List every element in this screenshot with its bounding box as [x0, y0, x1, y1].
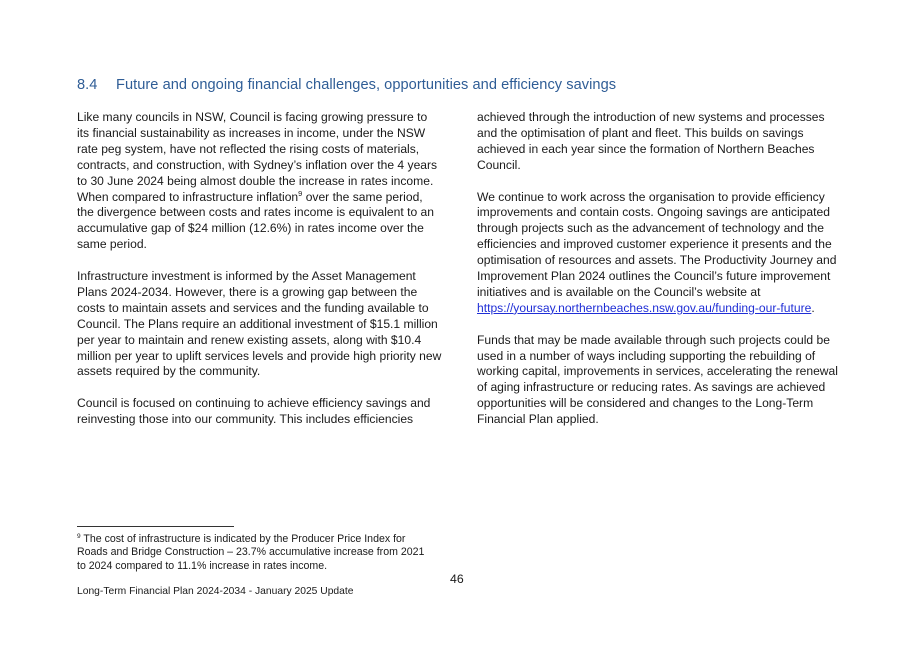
text-fragment: When compared to infrastructure inflation — [77, 189, 299, 204]
text-line: to 30 June 2024 being almost double the increase in rates income. — [77, 173, 434, 188]
text-line: through projects such as the advancement of technology and the — [477, 221, 824, 236]
text-line: of aging infrastructure or reducing rates. As savings are achieved — [477, 380, 826, 395]
text-line: efficiencies and improved customer experience it presents and the — [477, 237, 832, 252]
text-line: Financial Plan applied. — [477, 412, 599, 427]
paragraph-efficiencies-achieved — [477, 110, 853, 174]
text-fragment: The cost of infrastructure is indicated by the Producer Price Index for — [80, 533, 406, 545]
section-title: Future and ongoing financial challenges, opportunities and efficiency savings — [116, 77, 617, 93]
section-number: 8.4 — [77, 77, 98, 93]
paragraph-efficiency-savings — [77, 396, 449, 428]
text-line — [77, 533, 424, 546]
text-fragment: over the same period, — [302, 189, 423, 204]
text-line — [477, 301, 853, 317]
text-line: Roads and Bridge Construction – 23.7% accumulative increase from 2021 — [77, 546, 425, 559]
text-line: million per year to uplift services levels and provide high priority new — [77, 348, 442, 363]
text-line: Like many councils in NSW, Council is facing growing pressure to — [77, 110, 428, 124]
text-line: the divergence between costs and rates income is equivalent to an — [77, 205, 434, 220]
text-line: Council. The Plans require an additional investment of $15.1 million — [77, 316, 438, 331]
text-line: costs to maintain assets and services and the funding available to — [77, 300, 429, 315]
text-line: rate peg system, have not reflected the rising costs of materials, — [77, 141, 420, 156]
text-line: We continue to work across the organisation to provide efficiency — [477, 189, 825, 204]
text-line: optimisation of resources and assets. The Productivity Journey and — [477, 253, 837, 268]
text-line: initiatives and is available on the Council’s website at — [477, 284, 761, 299]
left-column — [77, 110, 449, 444]
text-line: Improvement Plan 2024 outlines the Council’s future improvement — [477, 269, 831, 284]
text-line: Council is focused on continuing to achieve efficiency savings and — [77, 396, 431, 411]
footnote — [77, 533, 424, 573]
text-line: its financial sustainability as increases in income, under the NSW — [77, 125, 426, 140]
paragraph-infrastructure-investment — [77, 269, 449, 380]
paragraph-financial-pressure — [77, 110, 449, 253]
text-line: accumulative gap of $24 million (12.6%) in rates income over the — [77, 221, 424, 236]
section-heading — [77, 77, 616, 93]
text-line: working capital, improvements in services, accelerating the renewal — [477, 364, 838, 379]
text-line: Funds that may be made available through such projects could be — [477, 332, 830, 347]
text-line: contracts, and construction, with Sydney’s inflation over the 4 years — [77, 157, 438, 172]
text-line: achieved in each year since the formation of Northern Beaches — [477, 141, 815, 156]
text-line: Infrastructure investment is informed by the Asset Management — [77, 269, 416, 284]
text-line: per year to maintain and renew existing assets, along with $10.4 — [77, 332, 422, 347]
text-line: same period. — [77, 237, 147, 252]
right-column — [477, 110, 853, 444]
text-line: to 2024 compared to 11.1% increase in rates income. — [77, 559, 328, 572]
text-fragment: . — [811, 300, 815, 315]
text-line: reinvesting those into our community. This includes efficiencies — [77, 412, 414, 427]
text-line: assets required by the community. — [77, 364, 261, 379]
text-line: opportunities will be considered and changes to the Long-Term — [477, 396, 814, 411]
text-line: used in a number of ways including supporting the rebuilding of — [477, 348, 816, 363]
text-line: achieved through the introduction of new systems and processes — [477, 110, 825, 124]
page-number: 46 — [450, 572, 464, 586]
paragraph-funds-usage — [477, 333, 853, 428]
text-line: improvements and contain costs. Ongoing savings are anticipated — [477, 205, 830, 220]
text-line: Council. — [477, 157, 521, 172]
text-line: Plans 2024-2034. However, there is a growing gap between the — [77, 284, 418, 299]
footnote-reference[interactable]: 9 — [298, 188, 303, 198]
text-line — [77, 190, 449, 206]
footnote-marker: 9 — [77, 533, 81, 540]
funding-our-future-link[interactable]: https://yoursay.northernbeaches.nsw.gov.au/funding-our-future — [477, 300, 812, 315]
paragraph-continuous-improvement — [477, 190, 853, 317]
footnote-separator — [77, 526, 234, 527]
text-line: and the optimisation of plant and fleet. This builds on savings — [477, 125, 804, 140]
document-footer: Long-Term Financial Plan 2024-2034 - January 2025 Update — [77, 586, 354, 597]
